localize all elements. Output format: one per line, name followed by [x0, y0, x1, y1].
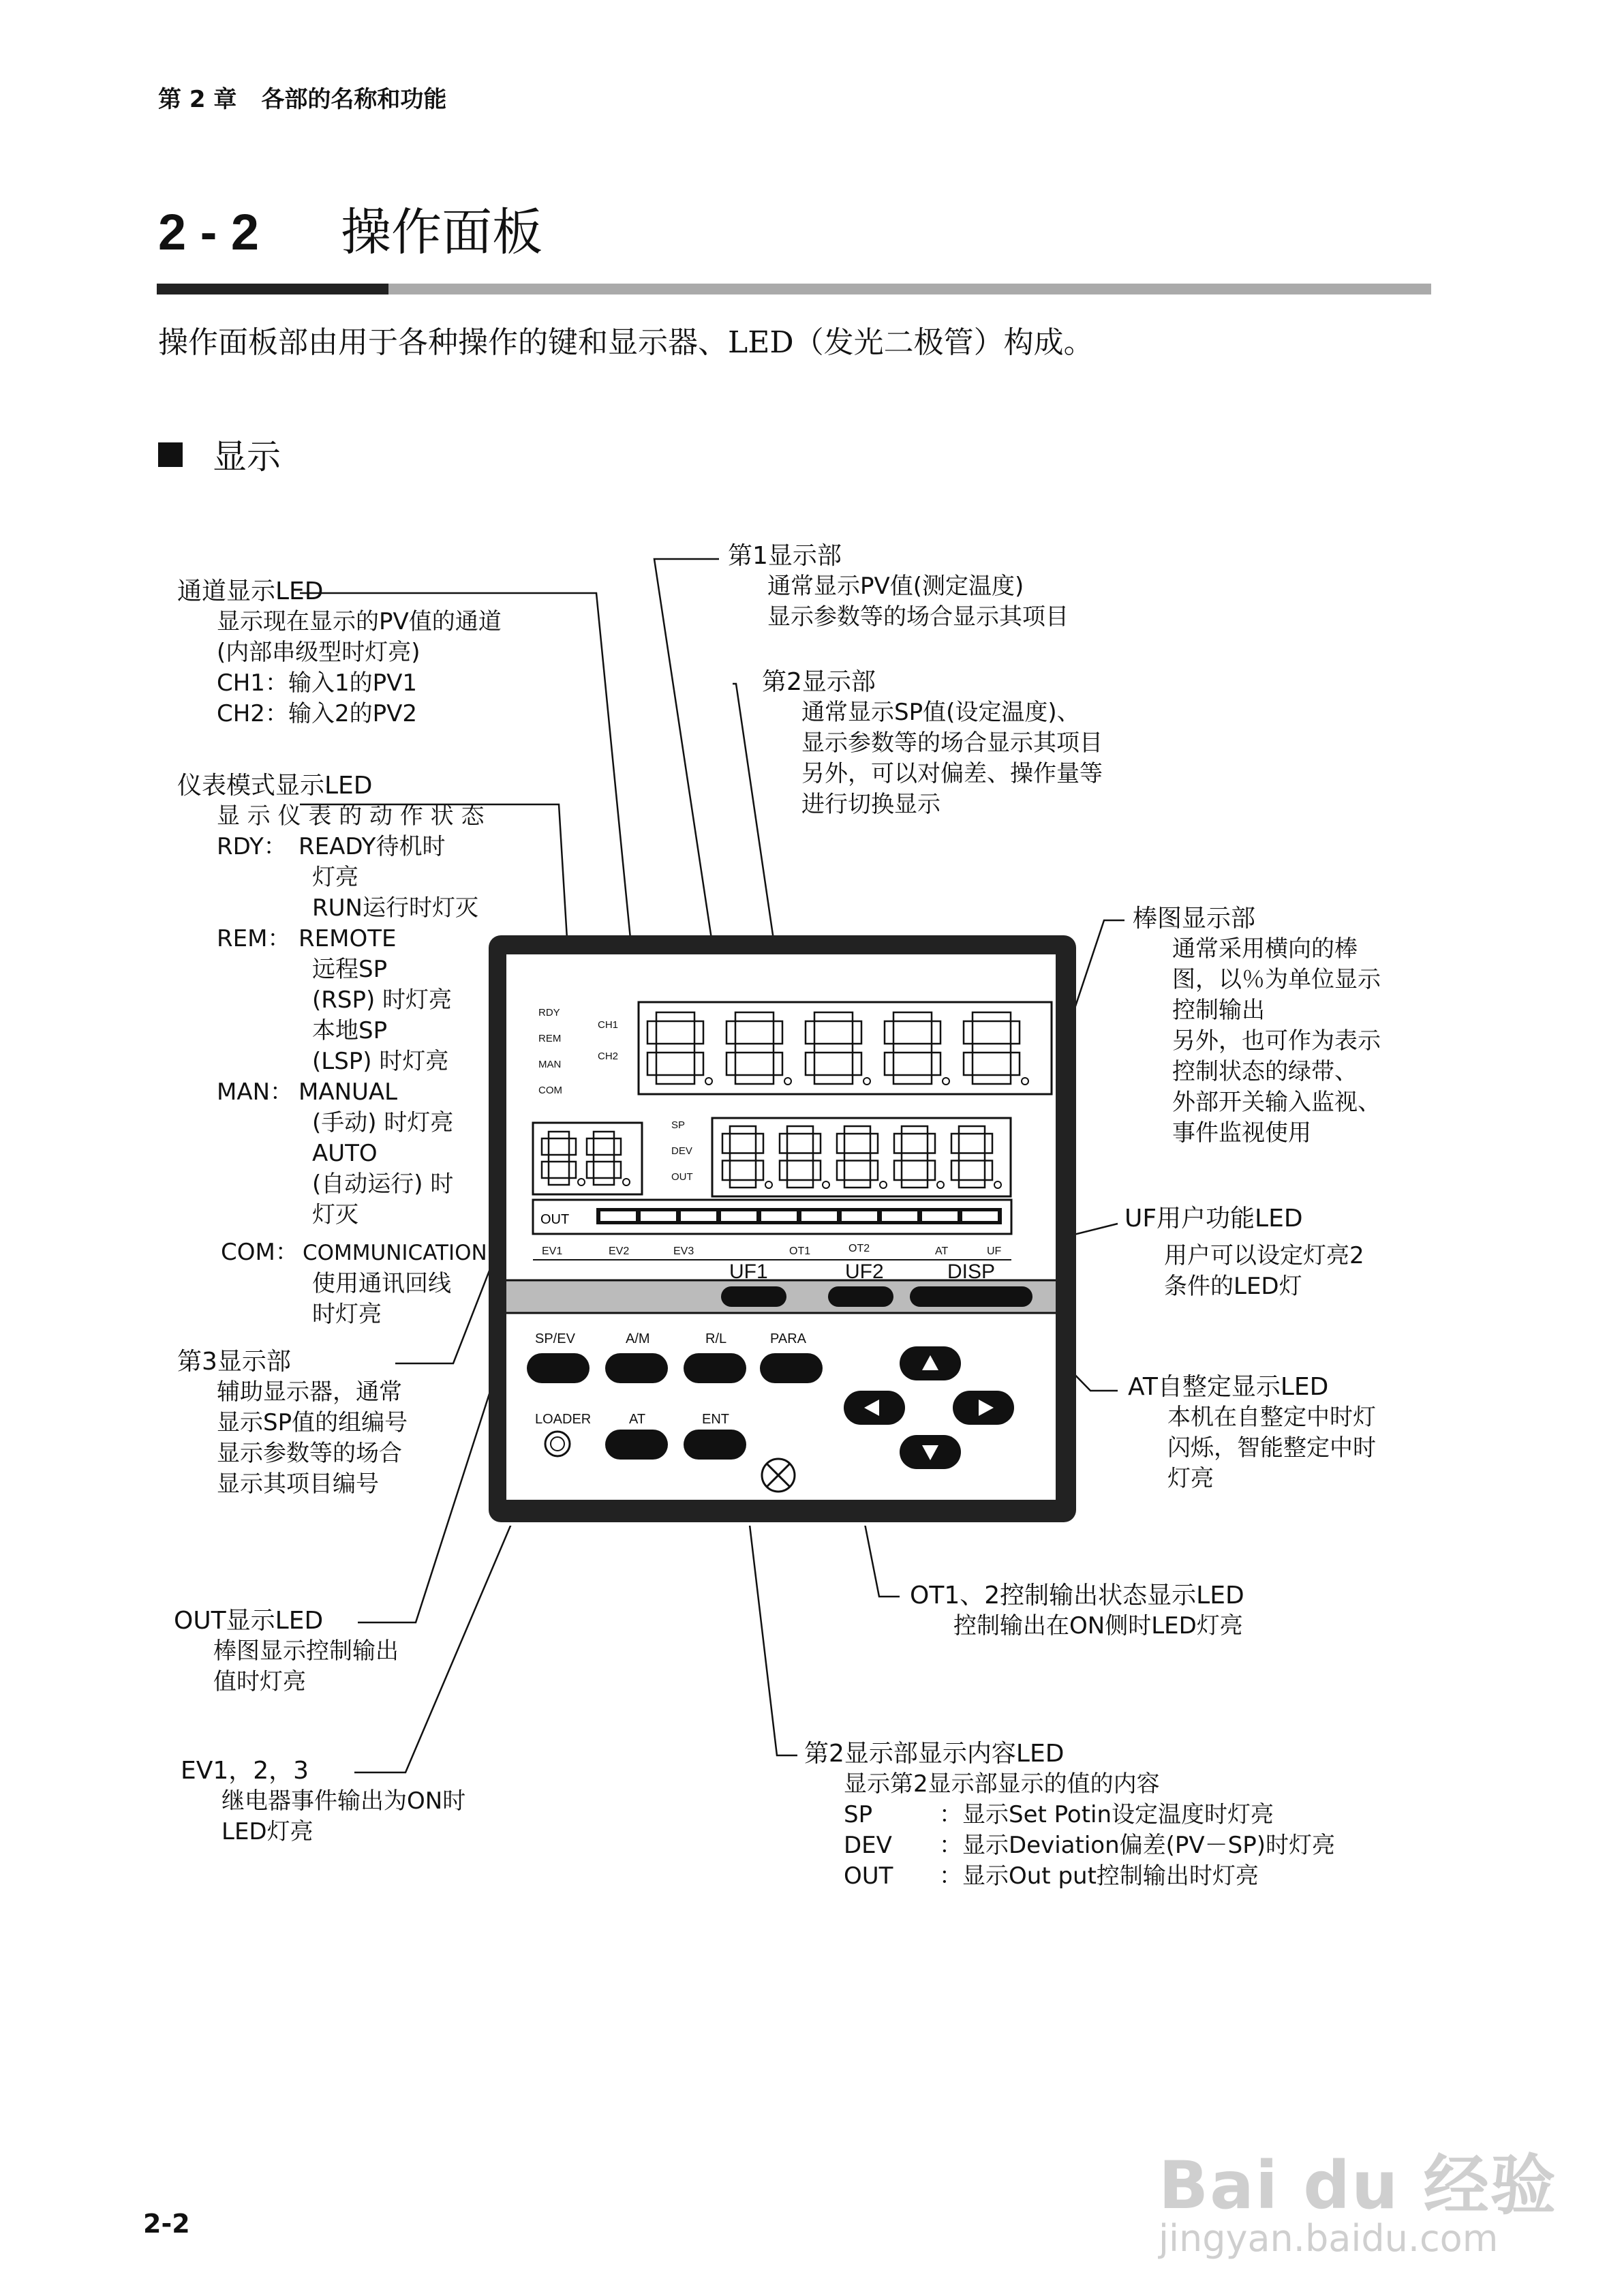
key-label-ent: ENT	[702, 1412, 729, 1427]
intro-paragraph: 操作面板部由用于各种操作的键和显示器、LED（发光二极管）构成。	[158, 325, 1094, 360]
status-led-ot2: OT2	[848, 1243, 870, 1254]
mode-led-rem: REM	[538, 1033, 562, 1044]
disp-key[interactable]	[910, 1286, 1032, 1307]
subsection-title: 显示	[158, 429, 281, 479]
section-number: 2 - 2	[158, 204, 260, 260]
note-ev-led: EV1，2，3 继电器事件输出为ON时 LED灯亮	[181, 1757, 466, 1845]
mode-led-com: COM	[538, 1085, 562, 1096]
note-ot-led: OT1、2控制输出状态显示LED 控制输出在ON侧时LED灯亮	[910, 1582, 1244, 1640]
rl-key[interactable]	[684, 1353, 746, 1383]
key-label-spev: SP/EV	[535, 1331, 575, 1346]
channel-led-ch1: CH1	[598, 1019, 619, 1031]
key-label-rl: R/L	[705, 1331, 727, 1346]
uf2-label: UF2	[845, 1260, 884, 1283]
spev-key[interactable]	[527, 1353, 590, 1383]
disp-label: DISP	[947, 1260, 996, 1283]
bar-out-label: OUT	[540, 1212, 570, 1227]
bar-graph-cell	[721, 1211, 756, 1221]
status-led-ev3: EV3	[673, 1245, 694, 1257]
down-arrow-key[interactable]	[900, 1435, 961, 1469]
bar-graph-cell	[922, 1211, 958, 1221]
mode-led-man: MAN	[538, 1059, 562, 1070]
uf1-key[interactable]	[721, 1286, 786, 1307]
bar-graph-cell	[962, 1211, 998, 1221]
uf1-label: UF1	[729, 1260, 768, 1283]
left-arrow-key[interactable]	[844, 1391, 905, 1425]
section-title-text: 操作面板	[341, 203, 543, 262]
at-key[interactable]	[605, 1430, 668, 1460]
note-mode-led: 仪表模式显示LED 显 示 仪 表 的 动 作 状 态 RDY： READY待机时 灯亮 RUN运行时灯灭 REM： REMOTE 远程SP (RSP) 时灯亮 本地SP (LSP) 时灯亮 MAN： MANUAL (手动) 时灯亮 AUTO (自动运行) 时 灯灭 COM： COMMUNICATION 使用通讯回线 时灯亮	[177, 772, 487, 1328]
note-at-led: AT自整定显示LED 本机在自整定中时灯 闪烁，智能整定中时 灯亮	[1128, 1373, 1376, 1492]
second-led-dev: DEV	[671, 1145, 692, 1157]
channel-led-ch2: CH2	[598, 1051, 619, 1062]
bar-graph-cell	[761, 1211, 797, 1221]
second-led-out: OUT	[671, 1171, 693, 1183]
bar-graph-cell	[882, 1211, 917, 1221]
watermark-logo: Bai du 经验	[1159, 2147, 1557, 2224]
note-display3: 第3显示部 辅助显示器，通常 显示SP值的组编号 显示参数等的场合 显示其项目编号	[177, 1348, 408, 1498]
note-out-led: OUT显示LED 棒图显示控制输出 值时灯亮	[174, 1607, 399, 1695]
status-led-ot1: OT1	[789, 1245, 811, 1257]
page-number: 2-2	[143, 2209, 190, 2239]
mode-led-rdy: RDY	[538, 1007, 560, 1018]
chapter-title: 各部的名称和功能	[261, 86, 447, 113]
am-key[interactable]	[605, 1353, 668, 1383]
bar-graph-cell	[681, 1211, 716, 1221]
uf2-key[interactable]	[828, 1286, 893, 1307]
up-arrow-key[interactable]	[900, 1346, 961, 1380]
chapter-number: 第 2 章	[158, 86, 237, 113]
bar-graph-cell	[641, 1211, 676, 1221]
bar-graph-cell	[600, 1211, 636, 1221]
screw-icon	[762, 1459, 795, 1492]
status-led-ev2: EV2	[609, 1245, 630, 1257]
right-arrow-key[interactable]	[953, 1391, 1014, 1425]
bar-graph-cell	[842, 1211, 877, 1221]
status-led-ev1: EV1	[542, 1245, 563, 1257]
loader-label: LOADER	[535, 1412, 592, 1427]
para-key[interactable]	[760, 1353, 823, 1383]
watermark-url: jingyan.baidu.com	[1159, 2217, 1499, 2260]
note-channel-led: 通道显示LED 显示现在显示的PV值的通道 (内部串级型时灯亮) CH1：输入1的PV1 CH2：输入2的PV2	[177, 577, 502, 727]
second-led-sp: SP	[671, 1119, 686, 1131]
bar-graph-cell	[801, 1211, 837, 1221]
note-display2-led: 第2显示部显示内容LED 显示第2显示部显示的值的内容 SP ：显示Set Potin设定温度时灯亮 DEV ：显示Deviation偏差(PV－SP)时灯亮 OUT ：显示Out put控制输出时灯亮	[804, 1740, 1336, 1890]
status-led-uf: UF	[987, 1245, 1002, 1257]
key-label-am: A/M	[626, 1331, 650, 1346]
note-uf-led: UF用户功能LED 用户可以设定灯亮2 条件的LED灯	[1124, 1205, 1364, 1300]
note-display1: 第1显示部 通常显示PV值(测定温度) 显示参数等的场合显示其项目	[728, 542, 1069, 631]
key-label-para: PARA	[770, 1331, 806, 1346]
note-display2: 第2显示部 通常显示SP值(设定温度)、 显示参数等的场合显示其项目 另外，可以对偏差、操作量等 进行切换显示	[762, 668, 1103, 818]
status-led-at: AT	[935, 1245, 949, 1257]
ent-key[interactable]	[684, 1430, 746, 1460]
key-label-at: AT	[629, 1412, 646, 1427]
note-bar-graph: 棒图显示部 通常采用横向的棒 图，以％为单位显示 控制输出 另外，也可作为表示 控制状态的绿带、 外部开关输入监视、 事件监视使用	[1133, 905, 1381, 1147]
